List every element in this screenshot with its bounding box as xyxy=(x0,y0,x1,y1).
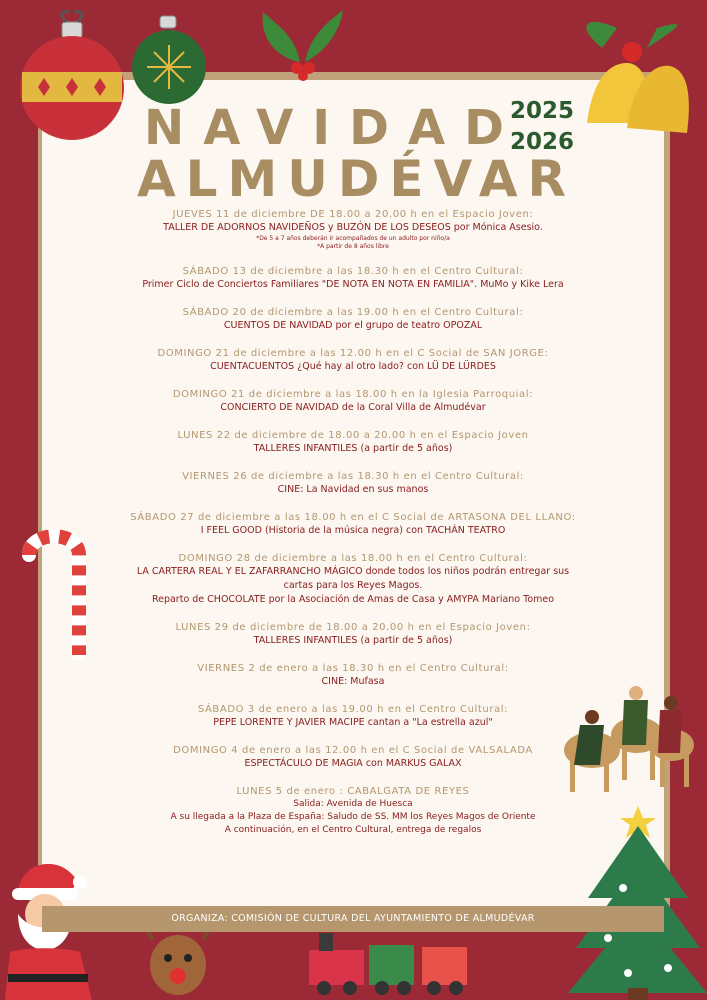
event-description: ESPECTÁCULO DE MAGIA con MARKUS GALAX xyxy=(244,758,462,769)
event-item xyxy=(130,388,576,415)
event-item xyxy=(130,662,576,689)
event-item xyxy=(130,265,576,292)
event-description: I FEEL GOOD (Historia de la música negra) con TACHÁN TEATRO xyxy=(200,525,506,536)
event-detail: A su llegada a la Plaza de España: Saludo de SS. MM los Reyes Magos de Oriente xyxy=(170,812,536,822)
event-description: CINE: Mufasa xyxy=(321,676,385,687)
event-item xyxy=(130,470,576,497)
event-description-extra: Reparto de CHOCOLATE por la Asociación de Amas de Casa y AMYPA Mariano Tomeo xyxy=(151,594,555,605)
event-date: DOMINGO 21 de diciembre a las 12.00 h en el C Social de SAN JORGE: xyxy=(157,348,549,359)
year-start: 2025 xyxy=(510,98,575,124)
event-detail: Salida: Avenida de Huesca xyxy=(293,799,413,809)
event-item xyxy=(130,208,576,251)
event-date: DOMINGO 4 de enero a las 12.00 h en el C Social de VALSALADA xyxy=(173,745,533,756)
event-description: PEPE LORENTE Y JAVIER MACIPE cantan a "La estrella azul" xyxy=(213,717,493,728)
event-description: CINE: La Navidad en sus manos xyxy=(277,484,429,495)
event-detail: A continuación, en el Centro Cultural, entrega de regalos xyxy=(224,825,482,835)
title-navidad: NAVIDAD xyxy=(144,100,523,156)
event-description: LA CARTERA REAL Y EL ZAFARRANCHO MÁGICO donde todos los niños podrán entregar sus cartas para los Reyes Magos. xyxy=(136,566,570,591)
event-list xyxy=(130,208,576,851)
event-date: SÁBADO 20 de diciembre a las 19.00 h en el Centro Cultural: xyxy=(182,307,524,318)
event-item xyxy=(130,552,576,607)
event-date: LUNES 29 de diciembre de 18.00 a 20.00 h en el Espacio Joven: xyxy=(175,622,531,633)
event-item xyxy=(130,347,576,374)
organizer-footer: ORGANIZA: COMISIÓN DE CULTURA DEL AYUNTAMIENTO DE ALMUDÉVAR xyxy=(42,906,664,932)
event-date: DOMINGO 21 de diciembre a las 18.00 h en la Iglesia Parroquial: xyxy=(172,389,534,400)
event-date: JUEVES 11 de diciembre DE 18.00 a 20.00 h en el Espacio Joven: xyxy=(172,209,534,220)
event-date: SÁBADO 13 de diciembre a las 18.30 h en el Centro Cultural: xyxy=(182,266,524,277)
event-date: VIERNES 26 de diciembre a las 18.30 h en el Centro Cultural: xyxy=(182,471,524,482)
event-date: DOMINGO 28 de diciembre a las 18.00 h en el Centro Cultural: xyxy=(178,553,528,564)
event-description: CUENTOS DE NAVIDAD por el grupo de teatro OPOZAL xyxy=(223,320,483,331)
event-date: SÁBADO 3 de enero a las 19.00 h en el Centro Cultural: xyxy=(197,704,509,715)
event-description: CUENTACUENTOS ¿Qué hay al otro lado? con LÜ DE LÜRDES xyxy=(210,361,496,372)
event-note: *A partir de 8 años libre xyxy=(317,243,389,250)
event-date: LUNES 22 de diciembre de 18.00 a 20.00 h en el Espacio Joven xyxy=(177,430,529,441)
event-date: LUNES 5 de enero : CABALGATA DE REYES xyxy=(236,786,470,797)
event-date: VIERNES 2 de enero a las 18.30 h en el Centro Cultural: xyxy=(197,663,509,674)
event-item xyxy=(130,621,576,648)
event-item xyxy=(130,744,576,771)
year-end: 2026 xyxy=(510,129,575,155)
event-note: *De 5 a 7 años deberán ir acompañados de un adulto por niño/a xyxy=(256,235,450,242)
event-description: TALLERES INFANTILES (a partir de 5 años) xyxy=(253,443,453,454)
event-description: TALLER DE ADORNOS NAVIDEÑOS y BUZÓN DE LOS DESEOS por Mónica Asesio. xyxy=(163,222,543,233)
event-description: TALLERES INFANTILES (a partir de 5 años) xyxy=(253,635,453,646)
event-item xyxy=(130,306,576,333)
christmas-tree-icon xyxy=(568,798,707,1000)
event-item xyxy=(130,429,576,456)
event-item xyxy=(130,703,576,730)
event-item xyxy=(130,511,576,538)
event-description: CONCIERTO DE NAVIDAD de la Coral Villa de Almudévar xyxy=(220,402,486,413)
event-description: Primer Ciclo de Conciertos Familiares "DE NOTA EN NOTA EN FAMILIA". MuMo y Kike Lera xyxy=(142,279,564,290)
event-item xyxy=(130,785,576,837)
title-almudevar: ALMUDÉVAR xyxy=(136,150,577,208)
holly-icon xyxy=(255,2,350,82)
toy-train-icon xyxy=(304,925,474,1000)
green-bauble-icon xyxy=(130,12,208,107)
event-date: SÁBADO 27 de diciembre a las 18.00 h en el C Social de ARTASONA DEL LLANO: xyxy=(130,512,576,523)
candy-cane-icon xyxy=(14,520,94,660)
